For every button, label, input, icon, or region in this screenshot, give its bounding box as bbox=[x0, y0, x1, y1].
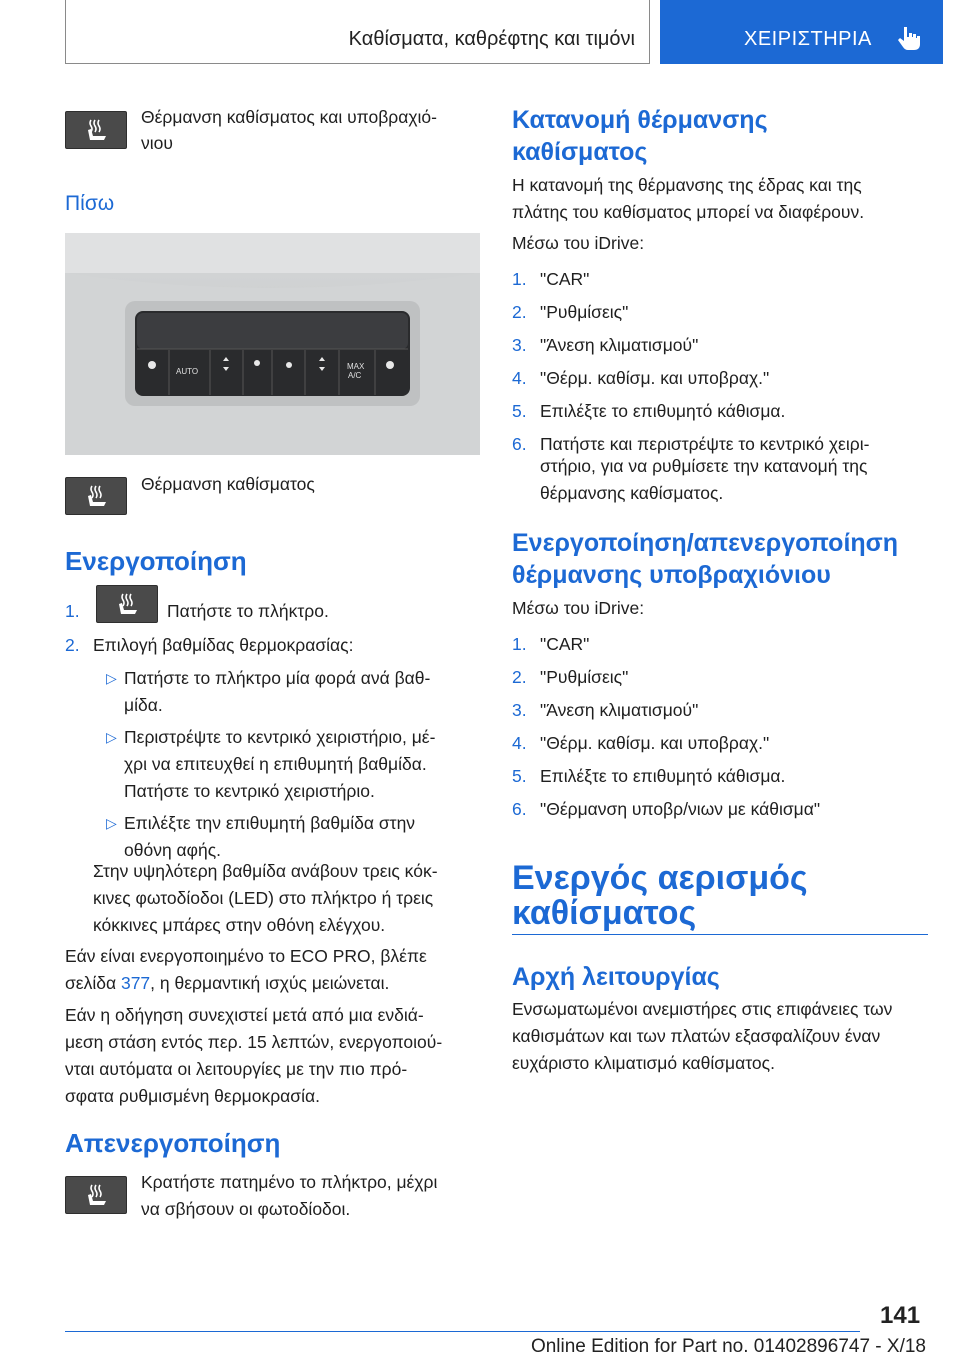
seat-heating-button-icon bbox=[65, 477, 127, 515]
led-line2: κινες φωτοδίοδοι (LED) στο πλήκτρο ή τρεις bbox=[93, 888, 434, 908]
distribution-step-number: 1. bbox=[512, 269, 527, 289]
continue-line4: σφατα ρυθμισμένη θερμοκρασία. bbox=[65, 1086, 320, 1106]
continue-line3: νται αυτόματα οι λειτουργίες με την πιο πρό- bbox=[65, 1059, 408, 1079]
ventilation-heading-line1: Ενεργός αερισμός bbox=[512, 859, 808, 897]
seat-heating-button-icon bbox=[65, 1176, 127, 1214]
armrest-heading-line2: θέρμανσης υποβραχιόνιου bbox=[512, 561, 831, 589]
bullet-triangle-icon: ▷ bbox=[106, 815, 117, 831]
step2-text: Επιλογή βαθμίδας θερμοκρασίας: bbox=[93, 635, 354, 655]
armrest-step-text: "Ρυθμίσεις" bbox=[540, 667, 629, 687]
step1-text: Πατήστε το πλήκτρο. bbox=[167, 601, 329, 621]
bullet2-line3: Πατήστε το κεντρικό χειριστήριο. bbox=[124, 781, 375, 801]
eco-line2 bbox=[65, 970, 389, 997]
photo-max-label: MAX bbox=[347, 362, 365, 371]
chapter-title: Καθίσματα, καθρέφτης και τιμόνι bbox=[348, 28, 635, 50]
step2-number: 2. bbox=[65, 635, 80, 655]
distribution-step-text: Επιλέξτε το επιθυμητό κάθισμα. bbox=[540, 401, 786, 421]
bullet-triangle-icon: ▷ bbox=[106, 670, 117, 686]
distribution-step-text: "Θέρμ. καθίσμ. και υποβραχ." bbox=[540, 368, 770, 388]
bullet3-line2: οθόνη αφής. bbox=[124, 840, 222, 860]
armrest-step-number: 1. bbox=[512, 634, 527, 654]
via-idrive-2: Μέσω του iDrive: bbox=[512, 598, 645, 618]
armrest-heading-line1: Ενεργοποίηση/απενεργοποίηση bbox=[512, 529, 899, 557]
seat-heating-icon bbox=[116, 592, 140, 618]
seat-heating-inline-icon bbox=[96, 585, 158, 623]
distribution-line2: πλάτης του καθίσματος μπορεί να διαφέρουν. bbox=[512, 202, 865, 222]
eco-page-link[interactable]: 377 bbox=[120, 973, 151, 993]
seat-heating-icon bbox=[85, 1183, 109, 1209]
distribution-step-number: 5. bbox=[512, 401, 527, 421]
eco-line2-suffix: , η θερμαντική ισχύς μειώνεται. bbox=[150, 973, 390, 993]
led-line3: κόκκινες μπάρες στην οθόνη ελέγχου. bbox=[93, 915, 386, 935]
seat-armrest-heating-button-icon bbox=[65, 111, 127, 149]
principle-line3: ευχάριστο κλιματισμό καθίσματος. bbox=[512, 1053, 775, 1073]
section-tab[interactable] bbox=[660, 0, 943, 64]
armrest-step-text: "CAR" bbox=[540, 634, 590, 654]
list1-step6-line2: στήριο, για να ρυθμίσετε την κατανομή της bbox=[540, 456, 868, 476]
deactivation-line1: Κρατήστε πατημένο το πλήκτρο, μέχρι bbox=[141, 1172, 438, 1192]
distribution-step-text: Πατήστε και περιστρέψτε το κεντρικό χειρι- bbox=[540, 434, 870, 454]
bullet3-line1: Επιλέξτε την επιθυμητή βαθμίδα στην bbox=[124, 813, 416, 833]
rear-caption: Θέρμανση καθίσματος bbox=[141, 474, 315, 494]
bullet1-line1: Πατήστε το πλήκτρο μία φορά ανά βαθ- bbox=[124, 668, 431, 688]
seat-heating-icon bbox=[85, 118, 109, 144]
distribution-step-number: 6. bbox=[512, 434, 527, 454]
deactivation-line2: να σβήσουν οι φωτοδίοδοι. bbox=[141, 1199, 351, 1219]
armrest-step-text: Επιλέξτε το επιθυμητό κάθισμα. bbox=[540, 766, 786, 786]
footer-divider bbox=[65, 1331, 860, 1332]
section-tab-label: ΧΕΙΡΙΣΤΗΡΙΑ bbox=[744, 28, 872, 50]
armrest-step-number: 2. bbox=[512, 667, 527, 687]
distribution-step-number: 3. bbox=[512, 335, 527, 355]
section-divider bbox=[512, 934, 928, 935]
distribution-line1: Η κατανομή της θέρμανσης της έδρας και της bbox=[512, 175, 862, 195]
distribution-heading-line2: καθίσματος bbox=[512, 138, 648, 166]
photo-auto-label: AUTO bbox=[176, 367, 199, 376]
deactivation-heading: Απενεργοποίηση bbox=[65, 1128, 281, 1158]
principle-line1: Ενσωματωμένοι ανεμιστήρες στις επιφάνειες των bbox=[512, 999, 893, 1019]
rear-heading: Πίσω bbox=[65, 192, 115, 215]
armrest-step-number: 6. bbox=[512, 799, 527, 819]
principle-line2: καθισμάτων και των πλατών εξασφαλίζουν έναν bbox=[512, 1026, 881, 1046]
continue-line1: Εάν η οδήγηση συνεχιστεί μετά από μια ενδιά- bbox=[65, 1005, 424, 1025]
bullet2-line1: Περιστρέψτε το κεντρικό χειριστήριο, μέ- bbox=[124, 727, 436, 747]
armrest-step-text: "Άνεση κλιματισμού" bbox=[540, 700, 699, 720]
bullet1-line2: μίδα. bbox=[124, 695, 163, 715]
armrest-step-number: 3. bbox=[512, 700, 527, 720]
page-number: 141 bbox=[880, 1302, 921, 1329]
hand-pointer-icon bbox=[895, 24, 923, 52]
eco-line1: Εάν είναι ενεργοποιημένο το ECO PRO, βλέπε bbox=[65, 946, 427, 966]
ventilation-heading-line2: καθίσματος bbox=[512, 894, 697, 932]
distribution-step-number: 4. bbox=[512, 368, 527, 388]
armrest-step-number: 4. bbox=[512, 733, 527, 753]
distribution-step-text: "CAR" bbox=[540, 269, 590, 289]
header-chapter-bar bbox=[65, 0, 650, 64]
front-caption-line2: νιου bbox=[141, 133, 173, 153]
step1-number: 1. bbox=[65, 601, 80, 621]
distribution-step-text: "Άνεση κλιματισμού" bbox=[540, 335, 699, 355]
distribution-heading-line1: Κατανομή θέρμανσης bbox=[512, 106, 768, 134]
armrest-step-text: "Θέρμανση υποβρ/νιων με κάθισμα" bbox=[540, 799, 821, 819]
led-line1: Στην υψηλότερη βαθμίδα ανάβουν τρεις κόκ- bbox=[93, 861, 438, 881]
footer-edition: Online Edition for Part no. 01402896747 - X/18 bbox=[530, 1336, 926, 1357]
bullet-triangle-icon: ▷ bbox=[106, 729, 117, 745]
photo-ac-label: A/C bbox=[348, 371, 362, 380]
rear-control-panel-photo bbox=[65, 233, 480, 455]
list1-step6-line3: θέρμανσης καθίσματος. bbox=[540, 483, 724, 503]
continue-line2: μεση στάση εντός περ. 15 λεπτών, ενεργοποιού- bbox=[65, 1032, 443, 1052]
activation-heading: Ενεργοποίηση bbox=[65, 546, 247, 576]
armrest-step-number: 5. bbox=[512, 766, 527, 786]
bullet2-line2: χρι να επιτευχθεί η επιθυμητή βαθμίδα. bbox=[124, 754, 427, 774]
armrest-step-text: "Θέρμ. καθίσμ. και υποβραχ." bbox=[540, 733, 770, 753]
principle-heading: Αρχή λειτουργίας bbox=[512, 963, 720, 991]
eco-line2-prefix: σελίδα bbox=[65, 973, 121, 993]
seat-heating-icon bbox=[85, 484, 109, 510]
distribution-step-number: 2. bbox=[512, 302, 527, 322]
via-idrive-1: Μέσω του iDrive: bbox=[512, 233, 645, 253]
distribution-step-text: "Ρυθμίσεις" bbox=[540, 302, 629, 322]
front-caption-line1: Θέρμανση καθίσματος και υποβραχιό- bbox=[141, 107, 437, 127]
